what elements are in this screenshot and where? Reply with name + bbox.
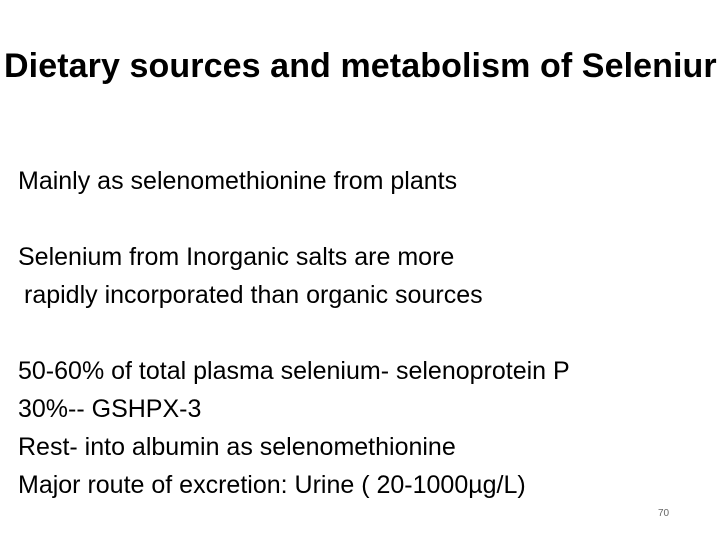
body-line: Selenium from Inorganic salts are more (18, 243, 455, 271)
text-block-metabolism (18, 352, 708, 504)
body-line: rapidly incorporated than organic sources (24, 281, 483, 309)
text-block-inorganic-salts (18, 238, 708, 314)
body-line: 50-60% of total plasma selenium- selenoprotein P (18, 357, 570, 385)
body-line: 30%-- GSHPX-3 (18, 395, 202, 423)
slide-title: Dietary sources and metabolism of Seleniur (4, 47, 717, 85)
text-block-dietary-source (18, 162, 708, 200)
body-line: Mainly as selenomethionine from plants (18, 167, 458, 195)
body-line: Rest- into albumin as selenomethionine (18, 433, 456, 461)
body-line: Major route of excretion: Urine ( 20-1000µg/L) (18, 471, 526, 499)
slide-body (18, 162, 708, 504)
page-number: 70 (658, 508, 670, 519)
